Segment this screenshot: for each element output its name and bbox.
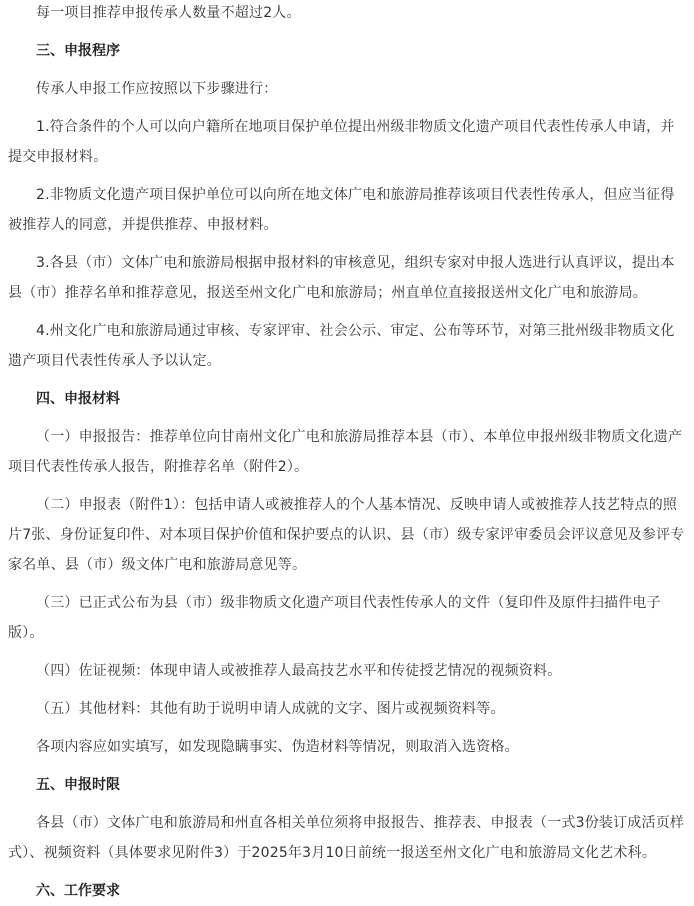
paragraph: 各项内容应如实填写，如发现隐瞒事实、伪造材料等情况，则取消入选资格。 bbox=[36, 739, 519, 755]
paragraph: 3.各县（市）文体广电和旅游局根据申报材料的审核意见，组织专家对申报人选进行认真评议，提出本县（市）推荐名单和推荐意见，报送至州文化广电和旅游局；州直单位直接报送州文化广电和旅游局。 bbox=[8, 255, 675, 301]
paragraph: 4.州文化广电和旅游局通过审核、专家评审、社会公示、审定、公布等环节，对第三批州级非物质文化遗产项目代表性传承人予以认定。 bbox=[8, 323, 675, 369]
paragraph: 传承人申报工作应按照以下步骤进行： bbox=[36, 81, 278, 97]
paragraph: （三）已正式公布为县（市）级非物质文化遗产项目代表性传承人的文件（复印件及原件扫描件电子版）。 bbox=[8, 595, 661, 641]
section-heading: 四、申报材料 bbox=[36, 391, 120, 407]
section-heading: 五、申报时限 bbox=[36, 777, 120, 793]
paragraph: （四）佐证视频：体现申请人或被推荐人最高技艺水平和传徒授艺情况的视频资料。 bbox=[36, 663, 562, 679]
paragraph: （一）申报报告：推荐单位向甘南州文化广电和旅游局推荐本县（市）、本单位申报州级非物质文化遗产项目代表性传承人报告，附推荐名单（附件2）。 bbox=[8, 429, 683, 475]
section-heading: 三、申报程序 bbox=[36, 43, 120, 59]
paragraph: 每一项目推荐申报传承人数量不超过2人。 bbox=[36, 5, 301, 21]
paragraph: 各县（市）文体广电和旅游局和州直各相关单位须将申报报告、推荐表、申报表（一式3份装订成活页样式）、视频资料（具体要求见附件3）于2025年3月10日前统一报送至州文化广电和旅游局文化艺术科。 bbox=[8, 815, 685, 861]
section-heading: 六、工作要求 bbox=[36, 883, 120, 899]
paragraph: 2.非物质文化遗产项目保护单位可以向所在地文体广电和旅游局推荐该项目代表性传承人，但应当征得被推荐人的同意，并提供推荐、申报材料。 bbox=[8, 187, 675, 233]
paragraph: 1.符合条件的个人可以向户籍所在地项目保护单位提出州级非物质文化遗产项目代表性传承人申请，并提交申报材料。 bbox=[8, 119, 675, 165]
paragraph: （五）其他材料：其他有助于说明申请人成就的文字、图片或视频资料等。 bbox=[36, 701, 505, 717]
paragraph: （二）申报表（附件1）：包括申请人或被推荐人的个人基本情况、反映申请人或被推荐人技艺特点的照片7张、身份证复印件、对本项目保护价值和保护要点的认识、县（市）级专家评审委员会评议意见及参评专家名单、县（市）级文体广电和旅游局意见等。 bbox=[8, 497, 685, 573]
